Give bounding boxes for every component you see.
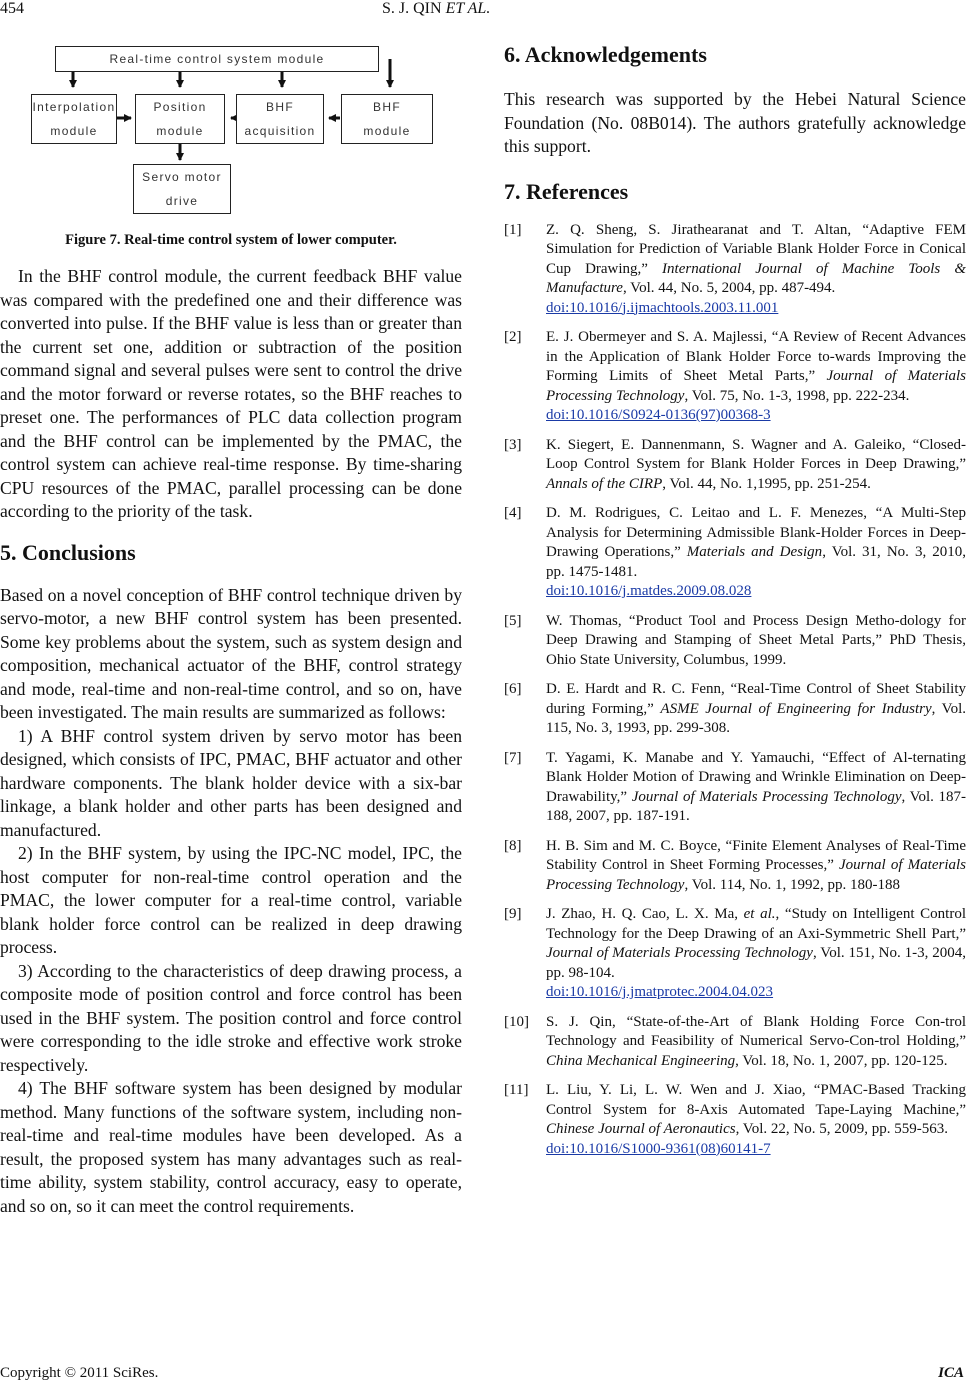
box-label-line2: module [363, 124, 411, 138]
acknowledgements-text: This research was supported by the Hebei Natural Science Foundation (No. 08B014). The authors gratefully acknowledge this support. [504, 89, 966, 156]
conclusions-intro: Based on a novel conception of BHF control technique driven by servo-motor, a new BHF control system has been presented. Some key problems about the system, such as system design and composition, mechanical actuator of the BHF, control strategy and mode, real-time and non-real-time control, and so on, have been investigated. The main results are summarized as follows: [0, 584, 462, 722]
reference-number: [3] [504, 436, 522, 453]
reference-number: [4] [504, 505, 522, 521]
reference-details: , Vol. 44, No. 5, 2004, pp. 487-494. [622, 280, 836, 296]
reference-text: D. M. Rodrigues, C. Leitao and L. F. Menezes, “A Multi-Step Analysis for Determining Admissible Blank-Holder Forces in Deep-Drawing Operations,” [546, 505, 966, 560]
reference-doi-link[interactable]: doi:10.1016/S0924-0136(97)00368-3 [546, 407, 771, 423]
reference-number: [9] [504, 906, 522, 922]
realtime-control-box [55, 46, 379, 72]
reference-number: [1] [504, 221, 522, 238]
reference-item [504, 1013, 966, 1072]
reference-details: , Vol. 114, No. 1, 1992, pp. 180-188 [684, 876, 901, 893]
reference-number: [11] [504, 1082, 529, 1098]
copyright-footer: Copyright © 2011 SciRes. [0, 1365, 159, 1381]
reference-text: E. J. Obermeyer and S. A. Majlessi, “A Review of Recent Advances in the Application of Blank Holder Force to-wards Improving the Forming Limits of Sheet Metal Parts,” [546, 329, 966, 384]
reference-text: K. Siegert, E. Dannenmann, S. Wagner and A. Galeiko, “Closed-Loop Control System for Blank Holder Forces in Deep Drawing,” [546, 436, 966, 472]
reference-details: , Vol. 22, No. 5, 2009, pp. 559-563. [735, 1121, 948, 1137]
reference-doi-link[interactable]: doi:10.1016/j.jmatprotec.2004.04.023 [546, 984, 774, 1000]
reference-number: [8] [504, 837, 522, 854]
reference-text: J. Zhao, H. Q. Cao, L. X. Ma, [546, 906, 744, 922]
reference-doi-link[interactable]: doi:10.1016/j.matdes.2009.08.028 [546, 583, 752, 599]
reference-journal: Materials and Design [686, 544, 823, 560]
figure-caption: Figure 7. Real-time control system of lower computer. [65, 232, 397, 248]
reference-number: [6] [504, 681, 522, 697]
reference-details: , Vol. 151, No. 1-3, 2004, pp. 98-104. [546, 945, 967, 981]
left-column [0, 40, 462, 1218]
reference-details: , Vol. 75, No. 1-3, 1998, pp. 222-234. [684, 387, 910, 404]
reference-journal: International Journal of Machine Tools & Manufacture [546, 260, 966, 296]
reference-item [504, 221, 966, 319]
running-header [382, 0, 490, 18]
reference-journal: Chinese Journal of Aeronautics [546, 1121, 736, 1137]
reference-item [504, 436, 966, 495]
reference-number: [2] [504, 329, 522, 345]
reference-item [504, 749, 966, 827]
header-et-al: ET AL. [445, 0, 491, 17]
reference-journal: Journal of Materials Processing Technology [546, 857, 966, 893]
box-label-line2: acquisition [244, 124, 316, 138]
reference-item [504, 328, 966, 426]
conclusion-item-4: 4) The BHF software system has been designed by modular method. Many functions of the software system, including non-real-time and real-time modules have been developed. As a result, the proposed system has many advantages such as real-time ability, system stability, control accuracy, easy to operate, and so on, so it can meet the control requirements. [0, 1078, 462, 1216]
reference-text: , “Study on Intelligent Control Technology for the Deep Drawing of an Axi-Symmetric Shell Part,” [546, 906, 966, 942]
conclusion-item-1: 1) A BHF control system driven by servo motor has been designed, which consists of IPC, PMAC, BHF actuator and other hardware components. The blank holder device with a six-bar linkage, a blank holder and other parts has been designed and manufactured. [0, 725, 462, 840]
reference-details: , Vol. 44, No. 1,1995, pp. 251-254. [662, 475, 871, 492]
box-label-line2: module [156, 124, 204, 138]
bhf-acquisition-box [236, 94, 324, 144]
reference-doi-link[interactable]: doi:10.1016/S1000-9361(08)60141-7 [546, 1140, 771, 1157]
reference-details: , Vol. 115, No. 3, 1993, pp. 299-308. [546, 700, 966, 736]
reference-doi-link[interactable]: doi:10.1016/j.ijmachtools.2003.11.001 [546, 299, 779, 316]
reference-number: [5] [504, 612, 522, 629]
reference-journal: ASME Journal of Engineering for Industry [660, 700, 932, 717]
reference-item [504, 837, 966, 896]
body-paragraph: In the BHF control module, the current feedback BHF value was compared with the predefined one and their difference was converted into pulse. If the BHF value is less than or greater than the current set one, addition or subtraction of the position command signal and several pulses were sent to control the drive and the motor forward or reverse rotates, so the BHF reaches to preset one. The performances of PLC data collection program and the BHF control can be implemented by the PMAC, the control system can achieve real-time response. By time-sharing CPU resources of the PMAC, parallel processing can be done according to the priority of the task. [0, 266, 462, 521]
box-label-line2: drive [165, 194, 199, 208]
section-heading-references: 7. References [504, 178, 629, 204]
reference-text: D. E. Hardt and R. C. Fenn, “Real-Time Control of Sheet Stability during Forming,” [546, 681, 966, 717]
reference-list [504, 221, 966, 1160]
reference-text: Z. Q. Sheng, S. Jirathearanat and T. Altan, “Adaptive FEM Simulation for Prediction of Variable Blank Holder Force in Conical Cup Drawing,” [546, 221, 966, 277]
page-number: 454 [0, 0, 24, 17]
reference-item [504, 1081, 966, 1159]
reference-item [504, 680, 966, 739]
reference-item [504, 504, 966, 602]
reference-journal: China Mechanical Engineering [546, 1052, 736, 1069]
reference-details: , Vol. 187-188, 2007, pp. 187-191. [546, 788, 966, 824]
interpolation-module-box [31, 94, 117, 144]
section-heading-conclusions: 5. Conclusions [0, 539, 136, 565]
position-module-box [135, 94, 225, 144]
realtime-control-label: Real-time control system module [109, 52, 325, 66]
reference-number: [10] [504, 1013, 529, 1030]
conclusion-item-2: 2) In the BHF system, by using the IPC-NC model, IPC, the host computer for non-real-time control operation and the PMAC, the lower computer for a real-time control, variable blank holder force control can be realized in deep drawing process. [0, 843, 462, 957]
reference-journal: Journal of Materials Processing Technology [546, 945, 813, 961]
reference-item [504, 612, 966, 671]
right-column [504, 40, 966, 1159]
reference-text: W. Thomas, “Product Tool and Process Design Metho-dology for Deep Drawing and Stamping of Sheet Metal Parts,” PhD Thesis, Ohio State University, Columbus, 1999. [546, 612, 966, 668]
reference-details: , Vol. 31, No. 3, 2010, pp. 1475-1481. [546, 544, 966, 580]
reference-et-al: et al. [743, 906, 776, 922]
reference-journal: Journal of Materials Processing Technology [631, 788, 902, 805]
figure-7-diagram [0, 40, 462, 218]
reference-text: L. Liu, Y. Li, L. W. Wen and J. Xiao, “PMAC-Based Tracking Control System for 8-Axis Automated Tape-Laying Machine,” [546, 1082, 966, 1118]
box-label-line1: BHF [373, 100, 401, 114]
reference-text: H. B. Sim and M. C. Boyce, “Finite Element Analyses of Real-Time Stability Control in Sheet Forming Processes,” [546, 837, 966, 873]
journal-footer: ICA [938, 1365, 964, 1381]
reference-text: T. Yagami, K. Manabe and Y. Yamauchi, “Effect of Al-ternating Blank Holder Motion of Drawing and Wrinkle Elimination on Deep-Drawability,” [546, 749, 966, 805]
reference-journal: Annals of the CIRP [546, 475, 663, 492]
reference-journal: Journal of Materials Processing Technology [546, 368, 966, 404]
box-label-line1: Position [153, 100, 207, 114]
header-authors: S. J. QIN [382, 0, 442, 17]
section-heading-acknowledgements: 6. Acknowledgements [504, 42, 707, 67]
conclusion-item-3: 3) According to the characteristics of deep drawing process, a composite mode of position control and force control has been used in the BHF system. The position control and force control were corresponding to the idle stroke and effective work stroke respectively. [0, 960, 462, 1075]
reference-item [504, 905, 966, 1003]
box-label-line1: BHF [266, 100, 294, 114]
servo-motor-drive-box [133, 164, 231, 214]
box-label-line1: Interpolation [32, 100, 116, 114]
reference-details: , Vol. 18, No. 1, 2007, pp. 120-125. [735, 1052, 948, 1069]
reference-text: S. J. Qin, “State-of-the-Art of Blank Holding Force Con-trol Technology and Feasibility of Numerical Servo-Con-trol Holding,” [546, 1013, 966, 1049]
reference-number: [7] [504, 749, 522, 766]
box-label-line1: Servo motor [142, 170, 222, 184]
box-label-line2: module [50, 124, 98, 138]
bhf-module-box [341, 94, 433, 144]
